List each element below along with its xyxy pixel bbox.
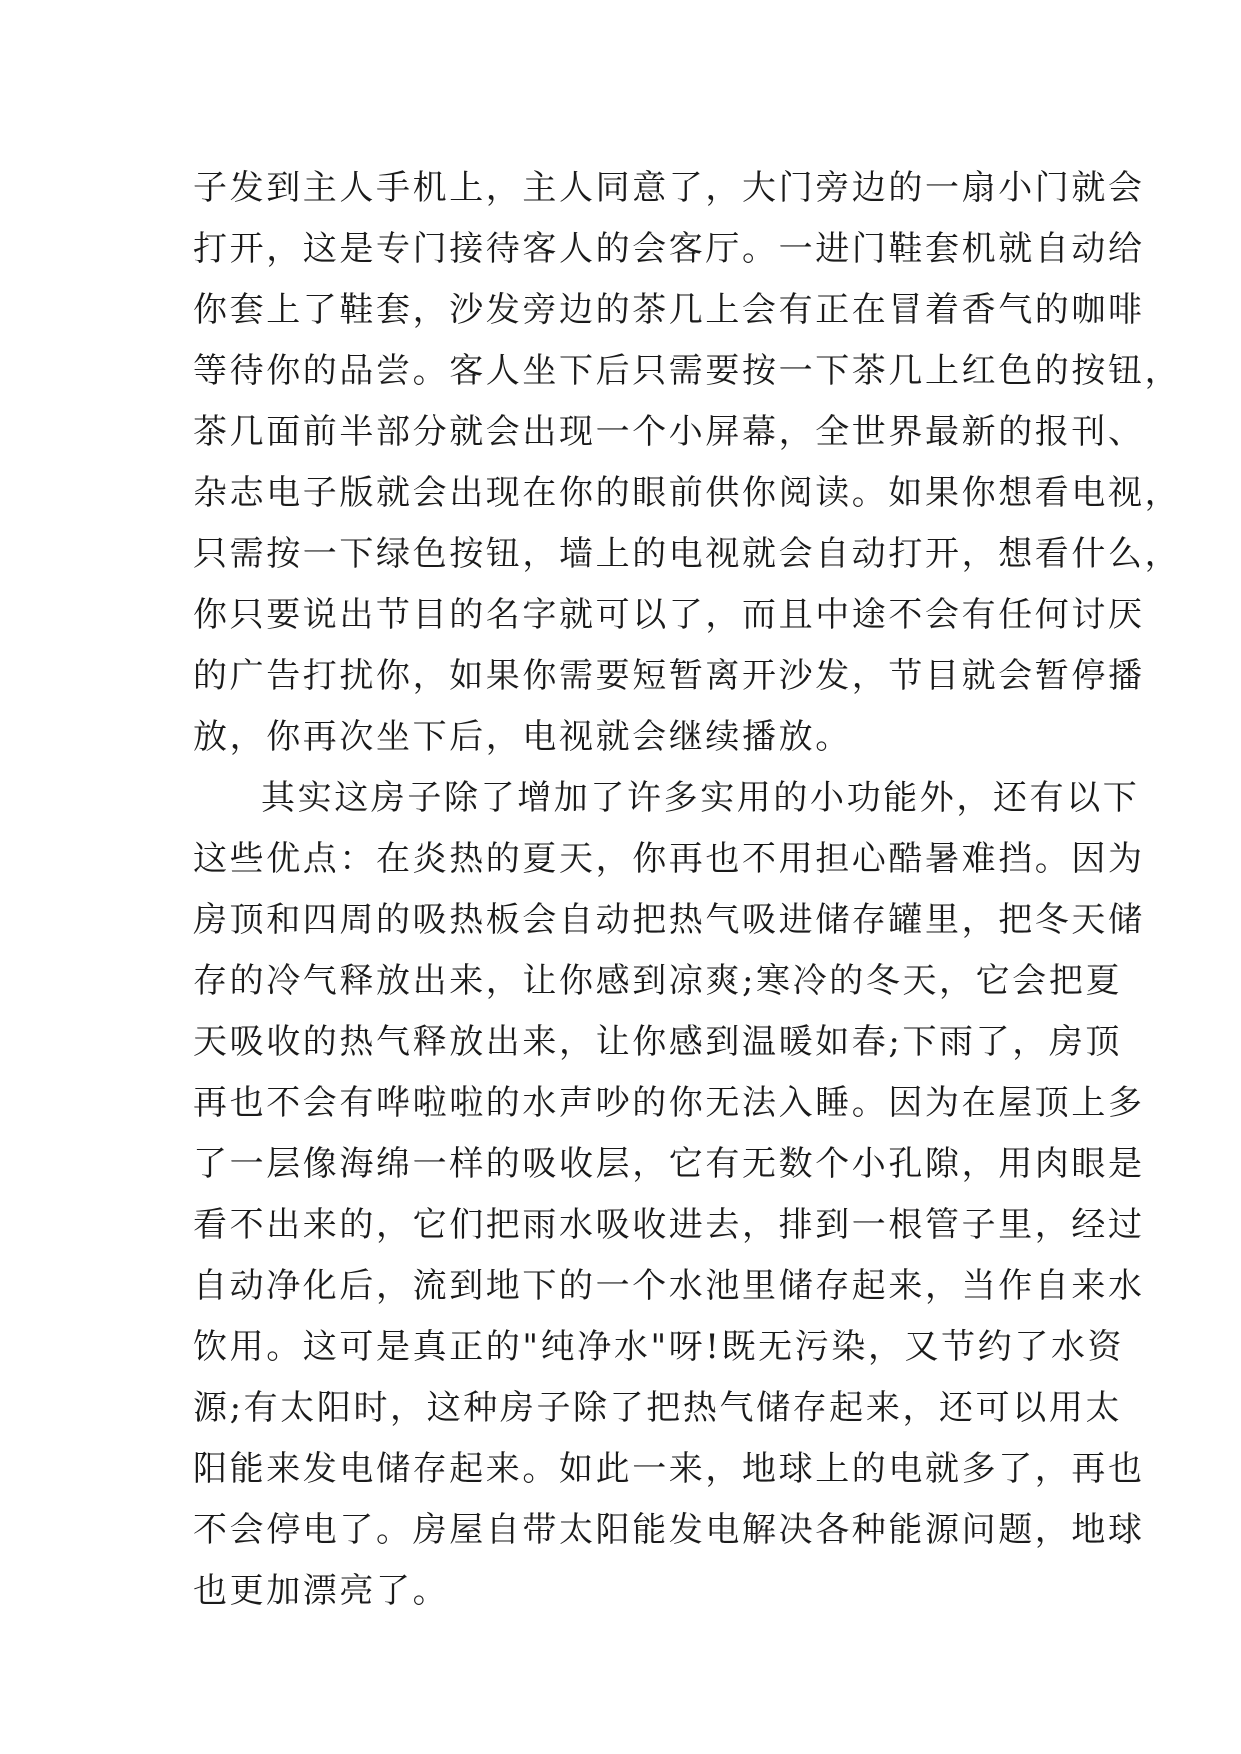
paragraph-line: 只需按一下绿色按钮，墙上的电视就会自动打开，想看什么， <box>193 534 1182 574</box>
paragraph-line: 等待你的品尝。客人坐下后只需要按一下茶几上红色的按钮， <box>193 351 1182 391</box>
paragraph-line: 你只要说出节目的名字就可以了，而且中途不会有任何讨厌 <box>193 595 1145 635</box>
paragraph-line: 这些优点：在炎热的夏天，你再也不用担心酷暑难挡。因为 <box>193 839 1145 879</box>
paragraph-line: 阳能来发电储存起来。如此一来，地球上的电就多了，再也 <box>193 1449 1145 1489</box>
document-body <box>193 158 1182 1622</box>
paragraph-line: 房顶和四周的吸热板会自动把热气吸进储存罐里，把冬天储 <box>193 900 1145 940</box>
paragraph-line: 放，你再次坐下后，电视就会继续播放。 <box>193 717 852 757</box>
paragraph-line: 天吸收的热气释放出来，让你感到温暖如春;下雨了，房顶 <box>193 1022 1123 1062</box>
paragraph-line-indented: 其实这房子除了增加了许多实用的小功能外，还有以下 <box>261 778 1140 818</box>
paragraph-line: 子发到主人手机上，主人同意了，大门旁边的一扇小门就会 <box>193 168 1145 208</box>
paragraph-line: 看不出来的，它们把雨水吸收进去，排到一根管子里，经过 <box>193 1205 1145 1245</box>
paragraph-2 <box>193 768 1145 1622</box>
paragraph-line: 茶几面前半部分就会出现一个小屏幕，全世界最新的报刊、 <box>193 412 1145 452</box>
paragraph-line: 饮用。这可是真正的"纯净水"呀!既无污染，又节约了水资 <box>193 1327 1125 1367</box>
paragraph-line: 不会停电了。房屋自带太阳能发电解决各种能源问题，地球 <box>193 1510 1145 1550</box>
paragraph-1 <box>193 158 1182 768</box>
paragraph-line: 源;有太阳时，这种房子除了把热气储存起来，还可以用太 <box>193 1388 1123 1428</box>
paragraph-line: 了一层像海绵一样的吸收层，它有无数个小孔隙，用肉眼是 <box>193 1144 1145 1184</box>
paragraph-line: 打开，这是专门接待客人的会客厅。一进门鞋套机就自动给 <box>193 229 1145 269</box>
paragraph-line: 存的冷气释放出来，让你感到凉爽;寒冷的冬天，它会把夏 <box>193 961 1123 1001</box>
paragraph-line: 再也不会有哗啦啦的水声吵的你无法入睡。因为在屋顶上多 <box>193 1083 1145 1123</box>
paragraph-line: 杂志电子版就会出现在你的眼前供你阅读。如果你想看电视， <box>193 473 1182 513</box>
paragraph-line: 你套上了鞋套，沙发旁边的茶几上会有正在冒着香气的咖啡 <box>193 290 1145 330</box>
paragraph-line: 的广告打扰你，如果你需要短暂离开沙发，节目就会暂停播 <box>193 656 1145 696</box>
paragraph-line: 自动净化后，流到地下的一个水池里储存起来，当作自来水 <box>193 1266 1145 1306</box>
paragraph-line: 也更加漂亮了。 <box>193 1571 450 1611</box>
